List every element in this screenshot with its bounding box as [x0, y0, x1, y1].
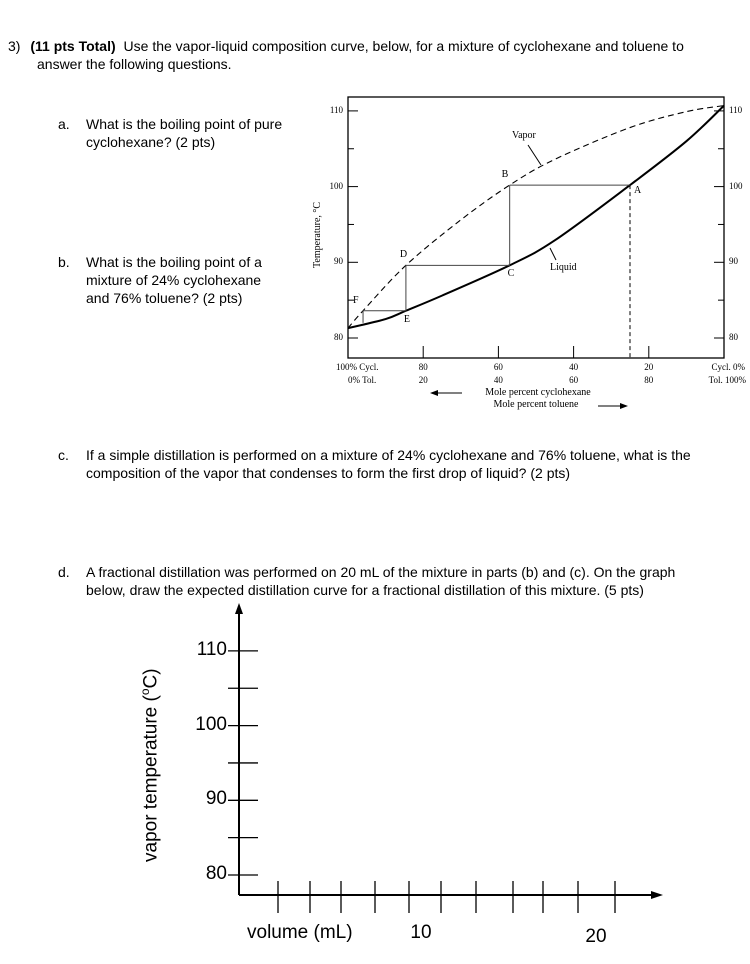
part-a-text-2: cyclohexane? (2 pts)	[86, 134, 216, 150]
vle-x-axis-label-cyclohexane: Mole percent cyclohexane	[485, 387, 591, 398]
vle-y-tick-label-left: 80	[334, 332, 343, 342]
dist-y-label-main: vapor temperature (	[140, 695, 162, 862]
vle-x-left-label-top: 100% Cycl.	[336, 362, 379, 372]
part-c-letter: c.	[58, 447, 69, 463]
vle-x-tick-toluene: 40	[493, 375, 503, 385]
vle-x-tick-cyclohexane: 40	[569, 362, 579, 372]
vle-x-tick-toluene: 20	[418, 375, 428, 385]
dist-y-label-end: C)	[140, 668, 162, 689]
vapor-annotation: Vapor	[512, 130, 536, 141]
point-label-F: F	[353, 294, 359, 306]
part-c-text: If a simple distillation is performed on a mixture of 24% cyclohexane and 76% toluene, what is the	[86, 447, 691, 463]
part-b-text: What is the boiling point of a	[86, 254, 262, 270]
point-label-C: C	[507, 268, 515, 280]
dist-x-axis-label: volume (mL)	[247, 922, 353, 943]
x-axis-arrow-icon	[651, 891, 663, 899]
part-a-letter: a.	[58, 116, 70, 132]
part-d-text-2: below, draw the expected distillation curve for a fractional distillation of this mixture. (5 pts)	[86, 582, 644, 598]
part-b-text-2: mixture of 24% cyclohexane	[86, 272, 262, 288]
vle-y-tick-label-right: 110	[729, 104, 743, 115]
vle-y-tick-label-right: 100	[729, 180, 743, 191]
y-axis-arrow-icon	[235, 603, 243, 614]
vle-x-right-label-top: Cycl. 0%	[711, 362, 745, 372]
dist-y-axis-label	[138, 668, 162, 862]
vle-x-tick-cyclohexane: 80	[418, 362, 428, 372]
dist-y-tick-label: 80	[205, 863, 227, 884]
vle-y-tick-label-right: 90	[729, 256, 738, 267]
part-a-text: What is the boiling point of pure	[86, 116, 283, 132]
vle-x-right-label-bottom: Tol. 100%	[708, 375, 746, 385]
point-label-A: A	[634, 185, 642, 197]
dist-y-tick-label: 110	[196, 638, 227, 660]
vle-x-tick-toluene: 60	[569, 375, 579, 385]
question-number: 3)	[8, 38, 21, 54]
vle-x-tick-cyclohexane: 20	[644, 362, 654, 372]
vle-x-tick-cyclohexane: 60	[493, 362, 503, 372]
dist-x-tick-label-10: 10	[410, 922, 432, 943]
question-text: Use the vapor-liquid composition curve, below, for a mixture of cyclohexane and toluene to	[123, 38, 684, 54]
vle-y-tick-label-right: 80	[729, 332, 738, 342]
vle-y-tick-label-left: 90	[334, 256, 343, 267]
vle-x-tick-toluene: 80	[644, 375, 654, 385]
vle-y-axis-label: Temperature, °C	[312, 201, 323, 268]
question-points: (11 pts Total)	[30, 38, 116, 54]
dist-y-label-sup: o	[138, 688, 152, 696]
part-b-letter: b.	[58, 254, 70, 270]
vle-x-axis-label-toluene: Mole percent toluene	[493, 399, 579, 410]
part-c-text-2: composition of the vapor that condenses to form the first drop of liquid? (2 pts)	[86, 465, 571, 481]
dist-y-tick-label: 90	[205, 788, 227, 810]
point-label-D: D	[399, 249, 408, 261]
vle-y-tick-label-left: 110	[329, 104, 343, 115]
part-d-letter: d.	[58, 564, 70, 580]
vle-x-left-label-bottom: 0% Tol.	[348, 375, 377, 385]
point-label-B: B	[501, 169, 509, 181]
dist-x-tick-label-20: 20	[585, 926, 607, 947]
question-text-2: answer the following questions.	[37, 56, 232, 72]
part-b-text-3: and 76% toluene? (2 pts)	[86, 290, 243, 306]
part-d-text: A fractional distillation was performed on 20 mL of the mixture in parts (b) and (c). On the graph	[86, 564, 676, 580]
dist-y-tick-label: 100	[195, 713, 227, 735]
vle-y-tick-label-left: 100	[329, 180, 343, 191]
point-label-E: E	[403, 313, 410, 325]
liquid-annotation: Liquid	[550, 262, 577, 273]
